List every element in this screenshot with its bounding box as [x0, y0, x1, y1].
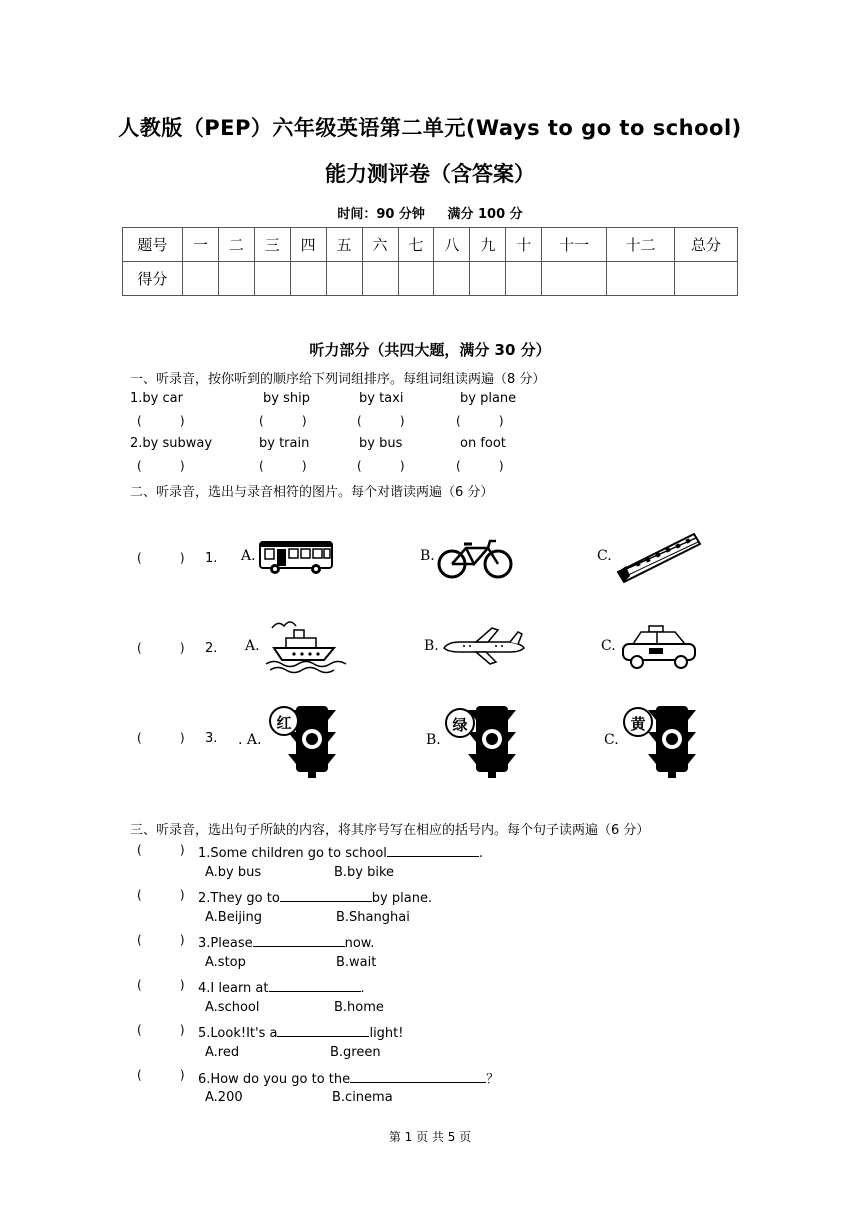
taxi-icon	[619, 624, 699, 672]
question-text: 1.Some children go to school	[198, 846, 387, 861]
option-a: A.stop	[205, 955, 246, 970]
option-label: A.	[241, 548, 256, 564]
listening-section-header: 听力部分（共四大题，满分 30 分）	[309, 341, 551, 359]
answer-bracket[interactable]: ( )	[137, 1068, 185, 1082]
section1-row1-item: 1.by car	[130, 391, 183, 406]
question-number: 3.	[205, 731, 218, 746]
score-table-column: 一	[182, 228, 218, 262]
question-number: 2.	[205, 641, 218, 656]
option-label: C.	[604, 732, 619, 748]
document-subtitle: 能力测评卷（含答案）	[325, 162, 535, 186]
section3-question	[198, 843, 483, 861]
question-text-end: .	[478, 846, 484, 861]
answer-bracket[interactable]: ( )	[137, 978, 185, 992]
section1-row1-item: by ship	[263, 391, 310, 406]
document-title: 人教版（PEP）六年级英语第二单元(Ways to go to school)	[118, 116, 742, 140]
section3-question	[198, 1068, 499, 1087]
score-cell[interactable]	[326, 262, 362, 296]
exam-full-score: 满分 100 分	[447, 207, 523, 222]
section1-instruction: 一、听录音，按你听到的顺序给下列词组排序。每组词组读两遍（8 分）	[130, 372, 546, 387]
section2-instruction: 二、听录音，选出与录音相符的图片。每个对谐读两遍（6 分）	[130, 485, 494, 500]
section1-row2-item: by bus	[359, 436, 403, 451]
score-cell[interactable]	[434, 262, 470, 296]
fill-blank[interactable]	[277, 1023, 369, 1037]
score-table-score-label: 得分	[123, 262, 183, 296]
score-cell[interactable]	[506, 262, 542, 296]
score-table-column: 四	[290, 228, 326, 262]
score-table-column: 二	[218, 228, 254, 262]
answer-bracket[interactable]: ( )	[259, 414, 307, 428]
score-table-column: 八	[434, 228, 470, 262]
question-text: 4.I learn at	[198, 981, 269, 996]
option-b: B.cinema	[332, 1090, 393, 1105]
score-table-header-label: 题号	[123, 228, 183, 262]
exam-time-info	[0, 203, 860, 222]
score-table-column: 五	[326, 228, 362, 262]
option-label: B.	[426, 732, 441, 748]
score-table-column: 十一	[542, 228, 607, 262]
answer-bracket[interactable]: ( )	[137, 888, 185, 902]
yellow-sign-label: 黄	[630, 715, 646, 733]
score-cell[interactable]	[254, 262, 290, 296]
option-b: B.home	[334, 1000, 384, 1015]
section3-question	[198, 888, 432, 906]
option-label: C.	[597, 548, 612, 564]
option-label: . A.	[238, 732, 262, 748]
section1-row2-item: on foot	[460, 436, 506, 451]
option-label: C.	[601, 638, 616, 654]
question-text: 6.How do you go to the	[198, 1072, 351, 1087]
answer-bracket[interactable]: ( )	[357, 459, 405, 473]
answer-bracket[interactable]: ( )	[137, 641, 185, 655]
section1-row2-item: 2.by subway	[130, 436, 213, 451]
score-cell[interactable]	[182, 262, 218, 296]
bicycle-icon	[436, 536, 514, 580]
score-cell[interactable]	[218, 262, 254, 296]
fill-blank[interactable]	[253, 933, 345, 947]
score-table-column: 九	[470, 228, 506, 262]
option-b: B.green	[330, 1045, 381, 1060]
option-a: A.school	[205, 1000, 260, 1015]
question-text: 2.They go to	[198, 891, 280, 906]
option-a: A.red	[205, 1045, 240, 1060]
plane-icon	[440, 626, 526, 666]
bus-icon	[258, 538, 336, 576]
ship-icon	[264, 618, 348, 674]
score-table-score-row	[123, 262, 738, 296]
option-label: A.	[245, 638, 260, 654]
score-cell[interactable]	[607, 262, 675, 296]
section1-row1-item: by taxi	[359, 391, 404, 406]
answer-bracket[interactable]: ( )	[137, 414, 185, 428]
score-table-column: 七	[398, 228, 434, 262]
section3-question	[198, 978, 365, 996]
question-text-end: light!	[369, 1026, 404, 1041]
score-cell[interactable]	[542, 262, 607, 296]
red-sign-label: 红	[276, 714, 292, 732]
score-table-column: 十二	[607, 228, 675, 262]
answer-bracket[interactable]: ( )	[357, 414, 405, 428]
option-a: A.Beijing	[205, 910, 263, 925]
option-b: B.wait	[336, 955, 377, 970]
score-cell[interactable]	[398, 262, 434, 296]
score-table	[122, 227, 738, 296]
question-text: 5.Look!It's a	[198, 1026, 278, 1041]
answer-bracket[interactable]: ( )	[137, 1023, 185, 1037]
question-text-end: by plane.	[371, 891, 433, 906]
option-a: A.by bus	[205, 865, 262, 880]
answer-bracket[interactable]: ( )	[456, 459, 504, 473]
question-text-end: ？	[486, 1072, 500, 1087]
answer-bracket[interactable]: ( )	[259, 459, 307, 473]
option-b: B.Shanghai	[336, 910, 410, 925]
answer-bracket[interactable]: ( )	[137, 843, 185, 857]
fill-blank[interactable]	[387, 843, 479, 857]
score-cell[interactable]	[362, 262, 398, 296]
answer-bracket[interactable]: ( )	[137, 459, 185, 473]
green-sign-label: 绿	[452, 716, 468, 734]
question-text: 3.Please	[198, 936, 253, 951]
option-b: B.by bike	[334, 865, 395, 880]
score-table-column: 三	[254, 228, 290, 262]
answer-bracket[interactable]: ( )	[137, 551, 185, 565]
score-table-column: 总分	[674, 228, 737, 262]
fill-blank[interactable]	[280, 888, 372, 902]
fill-blank[interactable]	[350, 1069, 486, 1083]
section3-question	[198, 933, 374, 951]
option-label: B.	[420, 548, 435, 564]
section1-row1-item: by plane	[460, 391, 517, 406]
fill-blank[interactable]	[269, 978, 361, 992]
option-a: A.200	[205, 1090, 243, 1105]
section3-question	[198, 1023, 403, 1041]
train-icon	[614, 530, 702, 584]
option-label: B.	[424, 638, 439, 654]
section1-row2-item: by train	[259, 436, 310, 451]
score-table-header-row	[123, 228, 738, 262]
answer-bracket[interactable]: ( )	[137, 731, 185, 745]
score-cell[interactable]	[470, 262, 506, 296]
answer-bracket[interactable]: ( )	[456, 414, 504, 428]
score-table-column: 十	[506, 228, 542, 262]
section3-instruction: 三、听录音，选出句子所缺的内容，将其序号写在相应的括号内。每个句子读两遍（6 分）	[130, 823, 650, 838]
score-cell[interactable]	[290, 262, 326, 296]
question-number: 1.	[205, 551, 218, 566]
question-text-end: .	[360, 981, 365, 996]
score-cell[interactable]	[674, 262, 737, 296]
exam-duration: 时间：90 分钟	[337, 207, 425, 222]
score-table-column: 六	[362, 228, 398, 262]
answer-bracket[interactable]: ( )	[137, 933, 185, 947]
question-text-end: now.	[344, 936, 375, 951]
page-footer: 第 1 页 共 5 页	[388, 1130, 472, 1144]
